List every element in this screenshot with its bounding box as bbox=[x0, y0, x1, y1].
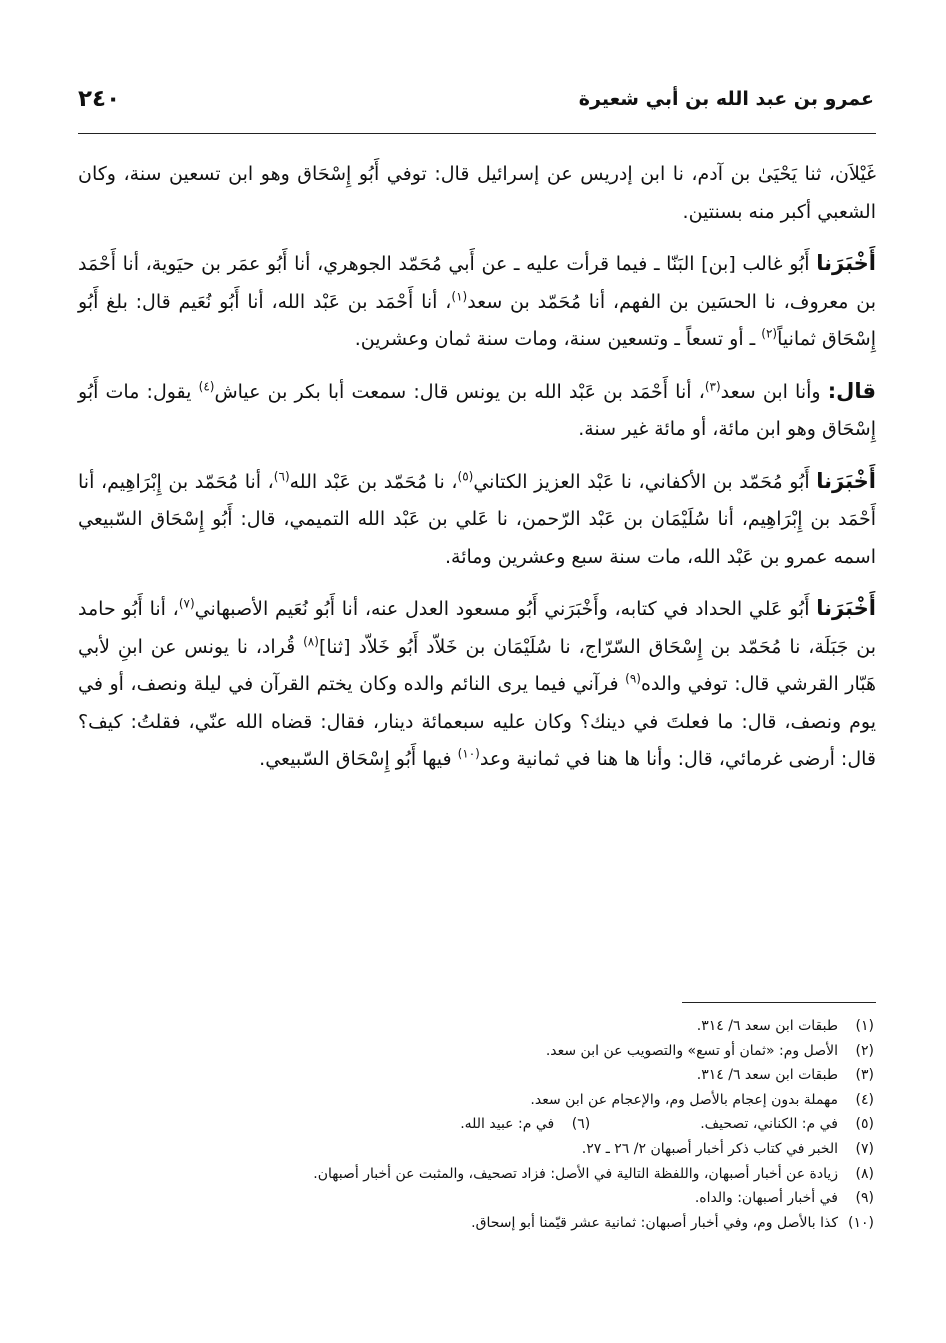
paragraph-text: ، نا مُحَمّد بن عَبْد الله bbox=[289, 470, 458, 493]
paragraph-lead: أَخْبَرَنا bbox=[816, 468, 876, 493]
footnote-item bbox=[78, 1063, 874, 1088]
paragraph-text: أَبُو غالب [بن] البَنّا ـ فيما قرأت عليه ـ عن أَبي مُحَمّد الجوهري، أنا أَبُو عمَر بن حيَوية، أنا أَحْمَد بن معروف، نا الحسَين بن الفهم، أنا مُحَمّد بن سعد bbox=[78, 253, 876, 313]
paragraph-3 bbox=[78, 373, 876, 449]
footnote-ref[interactable]: (٥) bbox=[457, 469, 474, 484]
paragraph-lead: أَخْبَرَنا bbox=[816, 251, 876, 275]
paragraph-text: وأنا ابن سعد bbox=[720, 380, 821, 403]
page-number: ٢٤٠ bbox=[78, 86, 121, 112]
footnote-number: (٨) bbox=[855, 1165, 874, 1182]
footnote-text: في م: عبيد الله. bbox=[460, 1116, 555, 1133]
footnote-item bbox=[78, 1088, 874, 1113]
paragraph-text: ، أنا أَحْمَد بن عَبْد الله، أنا أَبُو نُعَيم قال: بلغ أَبُو إِسْحَاق ثمانياً bbox=[78, 290, 876, 350]
paragraph-text: فرآني فيما يرى النائم والده وكان يختم القرآن في ليلة ونصف، أو في يوم ونصف، قال: ما فعلتَ في دينك؟ وكان عليه سبعمائة دينار، فقال: قضاه الله عنّي، فقلتُ: كيف؟ قال: أرضى غرمائي، قال: وأنا ها هنا في ثمانية وعد bbox=[78, 673, 876, 770]
footnote-ref[interactable]: (٣) bbox=[704, 379, 721, 394]
footnote-ref[interactable]: (٧) bbox=[178, 596, 195, 611]
footnote-ref[interactable]: (٩) bbox=[625, 671, 641, 686]
paragraph-text: يقول: مات أَبُو إِسْحَاق وهو ابن مائة، أو مائة غير سنة. bbox=[78, 380, 876, 440]
paragraph-text: غَيْلاَن، ثنا يَحْيَىٰ بن آدم، نا ابن إدريس عن إسرائيل قال: توفي أَبُو إِسْحَاق وهو ابن تسعين سنة، وكان الشعبي أكبر منه بسنتين. bbox=[78, 163, 876, 223]
paragraph-5 bbox=[78, 590, 876, 779]
footnote-ref[interactable]: (٨) bbox=[303, 634, 319, 649]
footnotes bbox=[78, 1014, 874, 1235]
footnote-number: (١) bbox=[855, 1018, 874, 1034]
footnote-ref[interactable]: (٦) bbox=[273, 469, 290, 484]
footnote-number: (٦) bbox=[571, 1116, 591, 1133]
running-title: عمرو بن عبد الله بن أبي شعيرة bbox=[578, 88, 874, 110]
paragraph-text: أَبُو مُحَمّد بن الأكفاني، نا عَبْد العزيز الكتاني bbox=[473, 470, 810, 493]
footnote-text: في أخبار أصبهان: والداه. bbox=[694, 1190, 838, 1207]
main-text bbox=[78, 156, 876, 793]
paragraph-4 bbox=[78, 463, 876, 577]
footnote-ref[interactable]: (١) bbox=[451, 289, 468, 304]
footnote-item bbox=[78, 1014, 874, 1039]
paragraph-lead: قال: bbox=[827, 378, 877, 403]
paragraph-text: قُراد، نا يونس عن ابنِ لأبي هَبّار القرشي قال: توفي والده bbox=[78, 635, 876, 695]
footnote-divider bbox=[682, 1002, 876, 1003]
footnote-number: (٤) bbox=[855, 1091, 874, 1108]
paragraph-text: فيها أَبُو إِسْحَاق السّبيعي. bbox=[259, 748, 458, 770]
footnote-text: زيادة عن أخبار أصبهان، واللفظة التالية في الأصل: فزاد تصحيف، والمثبت عن أخبار أصبهان. bbox=[313, 1165, 838, 1182]
footnote-item bbox=[78, 1186, 874, 1211]
footnote-ref[interactable]: (٤) bbox=[198, 379, 215, 394]
footnote-number: (٧) bbox=[855, 1140, 874, 1157]
header-divider bbox=[78, 133, 876, 134]
footnote-inline-extra bbox=[460, 1112, 590, 1137]
paragraph-1 bbox=[78, 156, 876, 231]
paragraph-text: ـ أو تسعاً ـ وتسعين سنة، ومات سنة ثمان وعشرين. bbox=[354, 328, 762, 350]
footnote-number: (٣) bbox=[855, 1067, 874, 1084]
footnote-number: (٢) bbox=[855, 1042, 874, 1059]
paragraph-text: أَبُو عَلي الحداد في كتابه، وأَخْبَرَني أَبُو مسعود العدل عنه، أنا أَبُو نُعَيم الأصبهاني bbox=[194, 598, 810, 620]
footnote-text: الأصل وم: «ثمان أو تسع» والتصويب عن ابن سعد. bbox=[545, 1042, 838, 1059]
paragraph-2 bbox=[78, 245, 876, 359]
footnote-text: كذا بالأصل وم، وفي أخبار أصبهان: ثمانية عشر قيّمنا أبو إسحاق. bbox=[471, 1214, 838, 1231]
footnote-item bbox=[78, 1137, 874, 1162]
footnote-item bbox=[78, 1211, 874, 1236]
footnote-text: مهملة بدون إعجام بالأصل وم، والإعجام عن ابن سعد. bbox=[530, 1091, 838, 1108]
footnote-text: في م: الكناني، تصحيف. bbox=[700, 1116, 838, 1133]
footnote-number: (١٠) bbox=[848, 1214, 874, 1231]
footnote-number: (٩) bbox=[855, 1190, 874, 1207]
paragraph-text: ، أنا أَبُو حامد بن جَبَلَة، نا مُحَمّد بن إِسْحَاق السّرّاج، نا سُلَيْمَان بن خَلاّد أَبُو خَلاّد [ثنا] bbox=[78, 598, 876, 658]
running-header bbox=[78, 86, 874, 128]
footnote-text: طبقات ابن سعد ٦/ ٣١٤. bbox=[696, 1018, 838, 1034]
paragraph-text: ، أنا أَحْمَد بن عَبْد الله بن يونس قال: سمعت أبا بكر بن عياش bbox=[214, 380, 705, 403]
footnote-ref[interactable]: (١٠) bbox=[457, 746, 480, 761]
footnote-text: طبقات ابن سعد ٦/ ٣١٤. bbox=[696, 1067, 838, 1084]
footnote-ref[interactable]: (٢) bbox=[761, 326, 778, 341]
footnote-item bbox=[78, 1039, 874, 1064]
footnote-text: الخبر في كتاب ذكر أخبار أصبهان ٢/ ٢٦ ـ ٢٧. bbox=[581, 1140, 838, 1157]
footnote-item bbox=[78, 1162, 874, 1187]
paragraph-text: ، أنا مُحَمّد بن إِبْرَاهِيم، أنا أَحْمَد بن إِبْرَاهِيم، أنا سُلَيْمَان بن عَبْد الرّحمن، نا عَلي بن عَبْد الله التميمي، قال: أَبُو إِسْحَاق السّبيعي اسمه عمرو بن عَبْد الله، مات سنة سبع وعشرين ومائة. bbox=[78, 470, 876, 568]
paragraph-lead: أَخْبَرَنا bbox=[816, 596, 876, 620]
footnote-item bbox=[78, 1112, 874, 1137]
footnote-number: (٥) bbox=[855, 1116, 874, 1133]
